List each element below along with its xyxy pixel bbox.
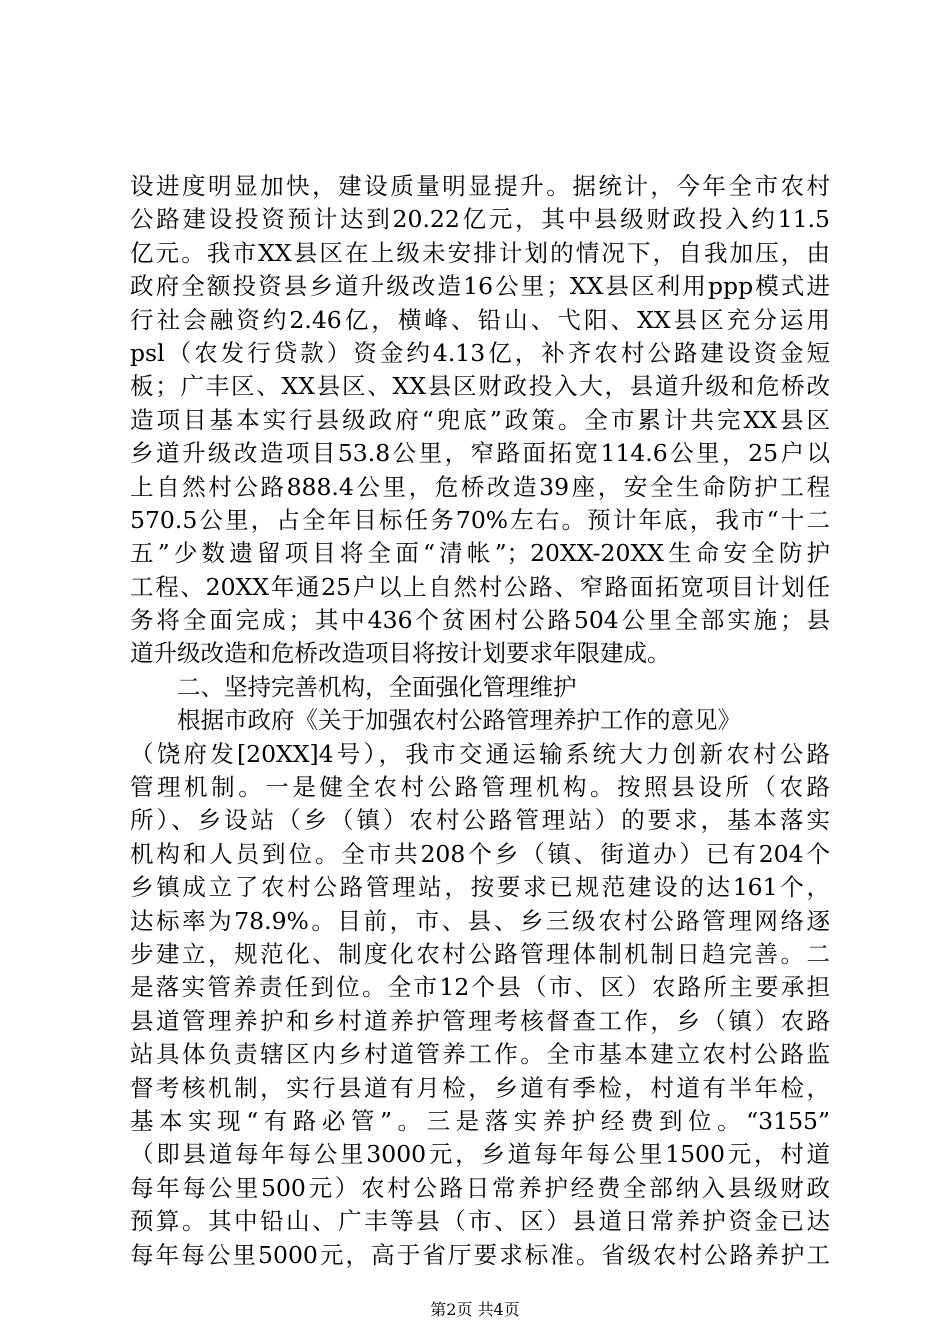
text-line: 政府全额投资县乡道升级改造16公里；XX县区利用ppp模式进 (130, 272, 830, 301)
heading-line: 二、坚持完善机构，全面强化管理维护 (177, 672, 577, 701)
text-line: 所）、乡设站（乡（镇）农村公路管理站）的要求，基本落实 (130, 806, 830, 835)
text-line: 设进度明显加快，建设质量明显提升。据统计，今年全市农村 (130, 172, 830, 200)
text-line: psl（农发行贷款）资金约4.13亿，补齐农村公路建设资金短 (130, 338, 830, 367)
text-line: 根据市政府《关于加强农村公路管理养护工作的意见》 (177, 706, 741, 735)
text-line: （即县道每年每公里3000元，乡道每年每公里1500元，村道 (130, 1140, 830, 1169)
section-heading (130, 671, 830, 704)
text-line: 乡道升级改造项目53.8公里，窄路面拓宽114.6公里，25户以 (130, 439, 830, 468)
text-line: 是落实管养责任到位。全市12个县（市、区）农路所主要承担 (130, 973, 830, 1002)
text-line: 上自然村公路888.4公里，危桥改造39座，安全生命防护工程 (130, 472, 830, 501)
text-line: 基本实现“有路必管”。三是落实养护经费到位。“3155” (130, 1106, 830, 1135)
text-line: 预算。其中铅山、广丰等县（市、区）县道日常养护资金已达 (130, 1207, 830, 1236)
text-line: 每年每公里500元）农村公路日常养护经费全部纳入县级财政 (130, 1173, 830, 1202)
text-line: 机构和人员到位。全市共208个乡（镇、街道办）已有204个 (130, 839, 830, 868)
text-line: 570.5公里，占全年目标任务70%左右。预计年底，我市“十二 (130, 505, 830, 534)
body-paragraph (130, 170, 830, 671)
text-line: 道升级改造和危桥改造项目将按计划要求年限建成。 (130, 639, 671, 668)
text-line: 管理机制。一是健全农村公路管理机构。按照县设所（农路 (130, 773, 830, 802)
text-line: 督考核机制，实行县道有月检，乡道有季检，村道有半年检， (130, 1073, 830, 1102)
page-footer: 第2页 共4页 (430, 1300, 520, 1319)
body-paragraph (130, 704, 830, 1272)
text-line: 五”少数遗留项目将全面“清帐”；20XX-20XX生命安全防护 (130, 539, 830, 568)
text-line: 达标率为78.9%。目前，市、县、乡三级农村公路管理网络逐 (130, 906, 830, 935)
document-body (130, 170, 830, 1272)
text-line: 亿元。我市XX县区在上级未安排计划的情况下，自我加压，由 (130, 238, 830, 267)
text-line: 每年每公里5000元，高于省厅要求标准。省级农村公路养护工 (130, 1240, 830, 1269)
text-line: 乡镇成立了农村公路管理站，按要求已规范建设的达161个， (130, 873, 830, 902)
text-line: 务将全面完成；其中436个贫困村公路504公里全部实施；县 (130, 606, 830, 635)
text-line: 工程、20XX年通25户以上自然村公路、窄路面拓宽项目计划任 (130, 572, 830, 601)
text-line: 板；广丰区、XX县区、XX县区财政投入大，县道升级和危桥改 (130, 372, 830, 401)
text-line: 站具体负责辖区内乡村道管养工作。全市基本建立农村公路监 (130, 1040, 830, 1069)
text-line: 造项目基本实行县级政府“兜底”政策。全市累计共完XX县区 (130, 405, 830, 434)
text-line: 步建立，规范化、制度化农村公路管理体制机制日趋完善。二 (130, 939, 830, 968)
text-line: 公路建设投资预计达到20.22亿元，其中县级财政投入约11.5 (130, 205, 830, 234)
text-line: （饶府发[20XX]4号），我市交通运输系统大力创新农村公路 (130, 739, 830, 768)
text-line: 行社会融资约2.46亿，横峰、铅山、弋阳、XX县区充分运用 (130, 305, 830, 334)
text-line: 县道管理养护和乡村道养护管理考核督查工作，乡（镇）农路 (130, 1006, 830, 1035)
